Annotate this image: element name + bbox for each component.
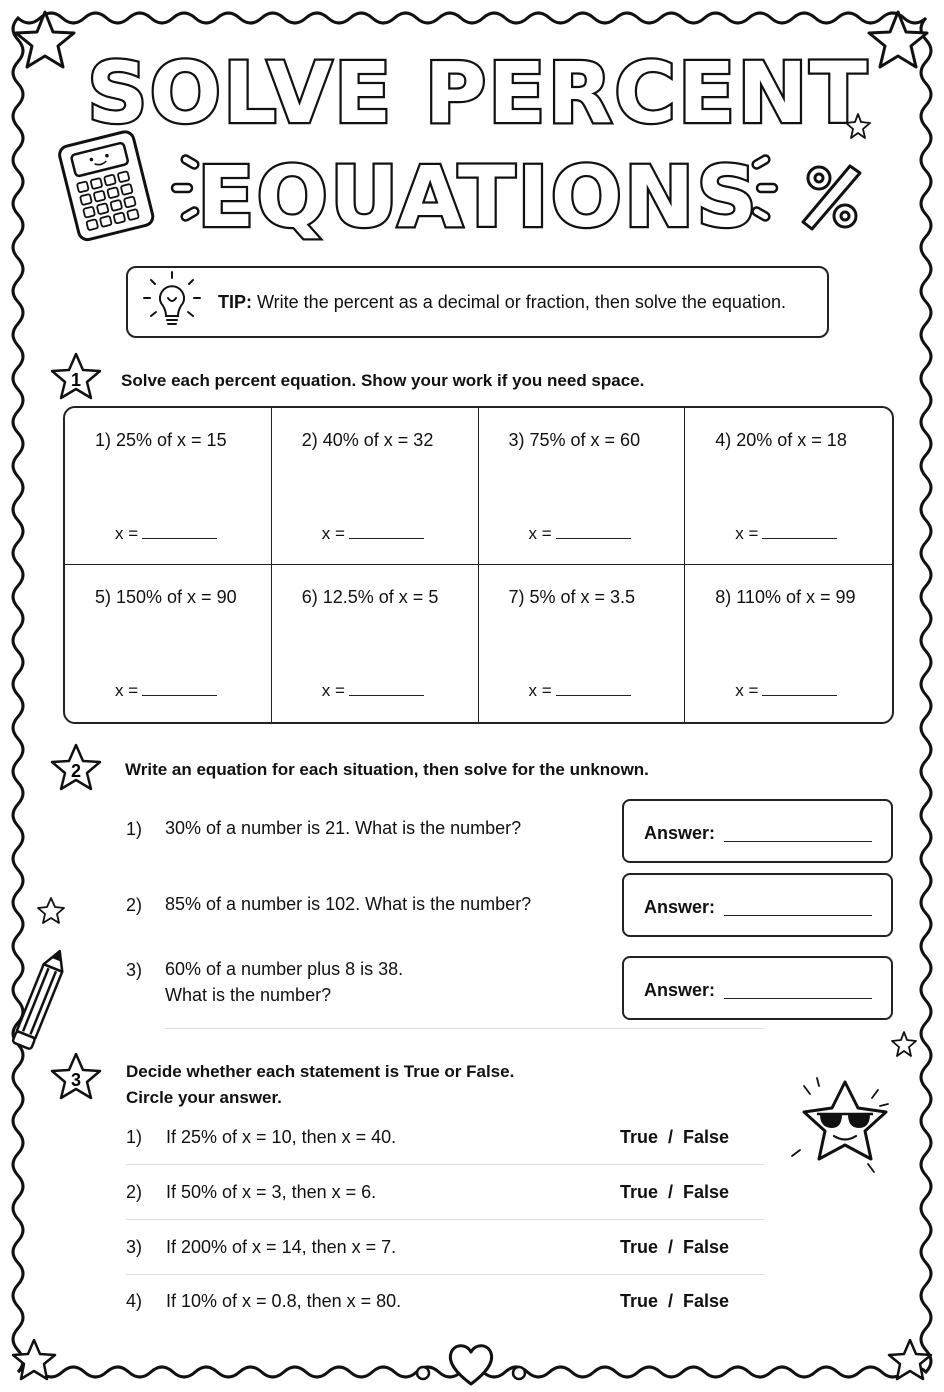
answer-line[interactable] [115, 681, 217, 701]
calculator-key [124, 196, 136, 207]
answer-blank[interactable] [724, 841, 872, 842]
word-problem-line: What is the number? [165, 985, 332, 1005]
section-2-number: 2 [70, 761, 82, 781]
problem-equation: 2) 40% of x = 32 [301, 430, 434, 450]
answer-line[interactable] [735, 524, 837, 544]
calculator-key [107, 187, 119, 198]
tip-label: TIP: [218, 292, 252, 312]
answer-box[interactable] [622, 799, 893, 863]
answer-label: x = [321, 681, 345, 700]
answer-blank[interactable] [724, 915, 872, 916]
section-1-instruction: Solve each percent equation. Show your work if you need space. [121, 371, 645, 390]
problem-cell [272, 408, 479, 565]
statement-text: If 10% of x = 0.8, then x = 80. [166, 1291, 402, 1311]
calculator-key [83, 207, 95, 218]
word-problem-line: 85% of a number is 102. What is the number? [165, 894, 532, 914]
answer-label: x = [528, 524, 552, 543]
calculator-icon [58, 130, 155, 242]
divider [126, 1274, 764, 1275]
problem-equation: 5) 150% of x = 90 [95, 587, 237, 607]
word-problem-number: 1) [126, 819, 143, 839]
answer-blank[interactable] [142, 681, 217, 696]
divider [126, 1219, 764, 1220]
word-problem-line: 30% of a number is 21. What is the number? [165, 818, 522, 838]
problem-cell [479, 408, 686, 565]
word-problem-text [165, 956, 403, 1008]
answer-blank[interactable] [349, 524, 424, 539]
problem-equation: 1) 25% of x = 15 [95, 430, 227, 450]
answer-label: x = [735, 524, 759, 543]
statement-number: 1) [126, 1127, 143, 1147]
section-3-number: 3 [70, 1070, 82, 1090]
percent-icon [803, 166, 860, 229]
true-false-choice[interactable]: True / False [620, 1291, 730, 1311]
problem-equation: 4) 20% of x = 18 [715, 430, 847, 450]
calculator-key [94, 191, 106, 202]
problem-cell [272, 565, 479, 722]
answer-box[interactable] [622, 956, 893, 1020]
section-1-number: 1 [70, 370, 82, 390]
answer-label: x = [115, 681, 139, 700]
small-star-icon [892, 1032, 916, 1056]
calculator-key [127, 209, 139, 220]
answer-line[interactable] [529, 524, 631, 544]
answer-blank[interactable] [724, 998, 872, 999]
answer-label: x = [321, 524, 345, 543]
answer-line[interactable] [322, 681, 424, 701]
problem-equation: 3) 75% of x = 60 [508, 430, 641, 450]
problem-equation: 7) 5% of x = 3.5 [508, 587, 636, 607]
problem-equation: 8) 110% of x = 99 [715, 587, 856, 607]
answer-label: Answer: [644, 980, 716, 1000]
small-star-icon [38, 898, 64, 923]
calculator-key [104, 175, 116, 186]
title-line-1: SOLVE PERCENT [87, 44, 869, 142]
problem-cell [685, 565, 892, 722]
answer-line[interactable] [529, 681, 631, 701]
answer-label: x = [735, 681, 759, 700]
answer-line[interactable] [735, 681, 837, 701]
calculator-key [118, 171, 130, 182]
calculator-key [80, 194, 92, 205]
calculator-key [113, 212, 125, 223]
answer-blank[interactable] [556, 681, 631, 696]
calculator-key [110, 200, 122, 211]
true-false-choice[interactable]: True / False [620, 1182, 730, 1202]
answer-line[interactable] [115, 524, 217, 544]
word-problem-number: 2) [126, 895, 143, 915]
answer-label: x = [528, 681, 552, 700]
answer-blank[interactable] [556, 524, 631, 539]
divider [126, 1164, 764, 1165]
corner-star-bottom-left-icon [13, 1340, 55, 1379]
word-problem-number: 3) [126, 960, 143, 980]
section-3-instruction-line-2: Circle your answer. [126, 1088, 282, 1107]
statement-number: 3) [126, 1237, 143, 1257]
cool-star-icon [792, 1078, 888, 1172]
calculator-key [90, 178, 102, 189]
word-problem-text [165, 891, 531, 917]
calculator-key [77, 181, 89, 192]
answer-label: Answer: [644, 823, 716, 843]
heart-icon [450, 1346, 491, 1384]
statement-number: 4) [126, 1291, 143, 1311]
statement-text: If 25% of x = 10, then x = 40. [166, 1127, 397, 1147]
tip-text [218, 292, 786, 313]
calculator-key [86, 219, 98, 230]
true-false-choice[interactable]: True / False [620, 1237, 730, 1257]
word-problem-text [165, 815, 521, 841]
problem-cell [685, 408, 892, 565]
equation-grid [63, 406, 894, 724]
answer-blank[interactable] [349, 681, 424, 696]
answer-blank[interactable] [762, 681, 837, 696]
answer-blank[interactable] [762, 524, 837, 539]
statement-text: If 200% of x = 14, then x = 7. [166, 1237, 397, 1257]
answer-blank[interactable] [142, 524, 217, 539]
answer-label: x = [115, 524, 139, 543]
section-3-instruction-line-1: Decide whether each statement is True or False. [126, 1062, 515, 1081]
word-problem-line: 60% of a number plus 8 is 38. [165, 959, 404, 979]
true-false-choice[interactable]: True / False [620, 1127, 730, 1147]
answer-box[interactable] [622, 873, 893, 937]
problem-cell [65, 565, 272, 722]
calculator-key [100, 216, 112, 227]
statement-number: 2) [126, 1182, 143, 1202]
statement-text: If 50% of x = 3, then x = 6. [166, 1182, 377, 1202]
answer-line[interactable] [322, 524, 424, 544]
problem-cell [65, 408, 272, 565]
problem-equation: 6) 12.5% of x = 5 [301, 587, 439, 607]
problem-cell [479, 565, 686, 722]
divider [165, 1028, 765, 1029]
calculator-key [97, 203, 109, 214]
section-2-instruction: Write an equation for each situation, then solve for the unknown. [125, 760, 649, 779]
tip-body: Write the percent as a decimal or fraction, then solve the equation. [257, 292, 786, 312]
answer-label: Answer: [644, 897, 716, 917]
title-line-2: EQUATIONS [197, 148, 759, 246]
corner-star-bottom-right-icon [889, 1340, 931, 1379]
calculator-key [121, 184, 133, 195]
